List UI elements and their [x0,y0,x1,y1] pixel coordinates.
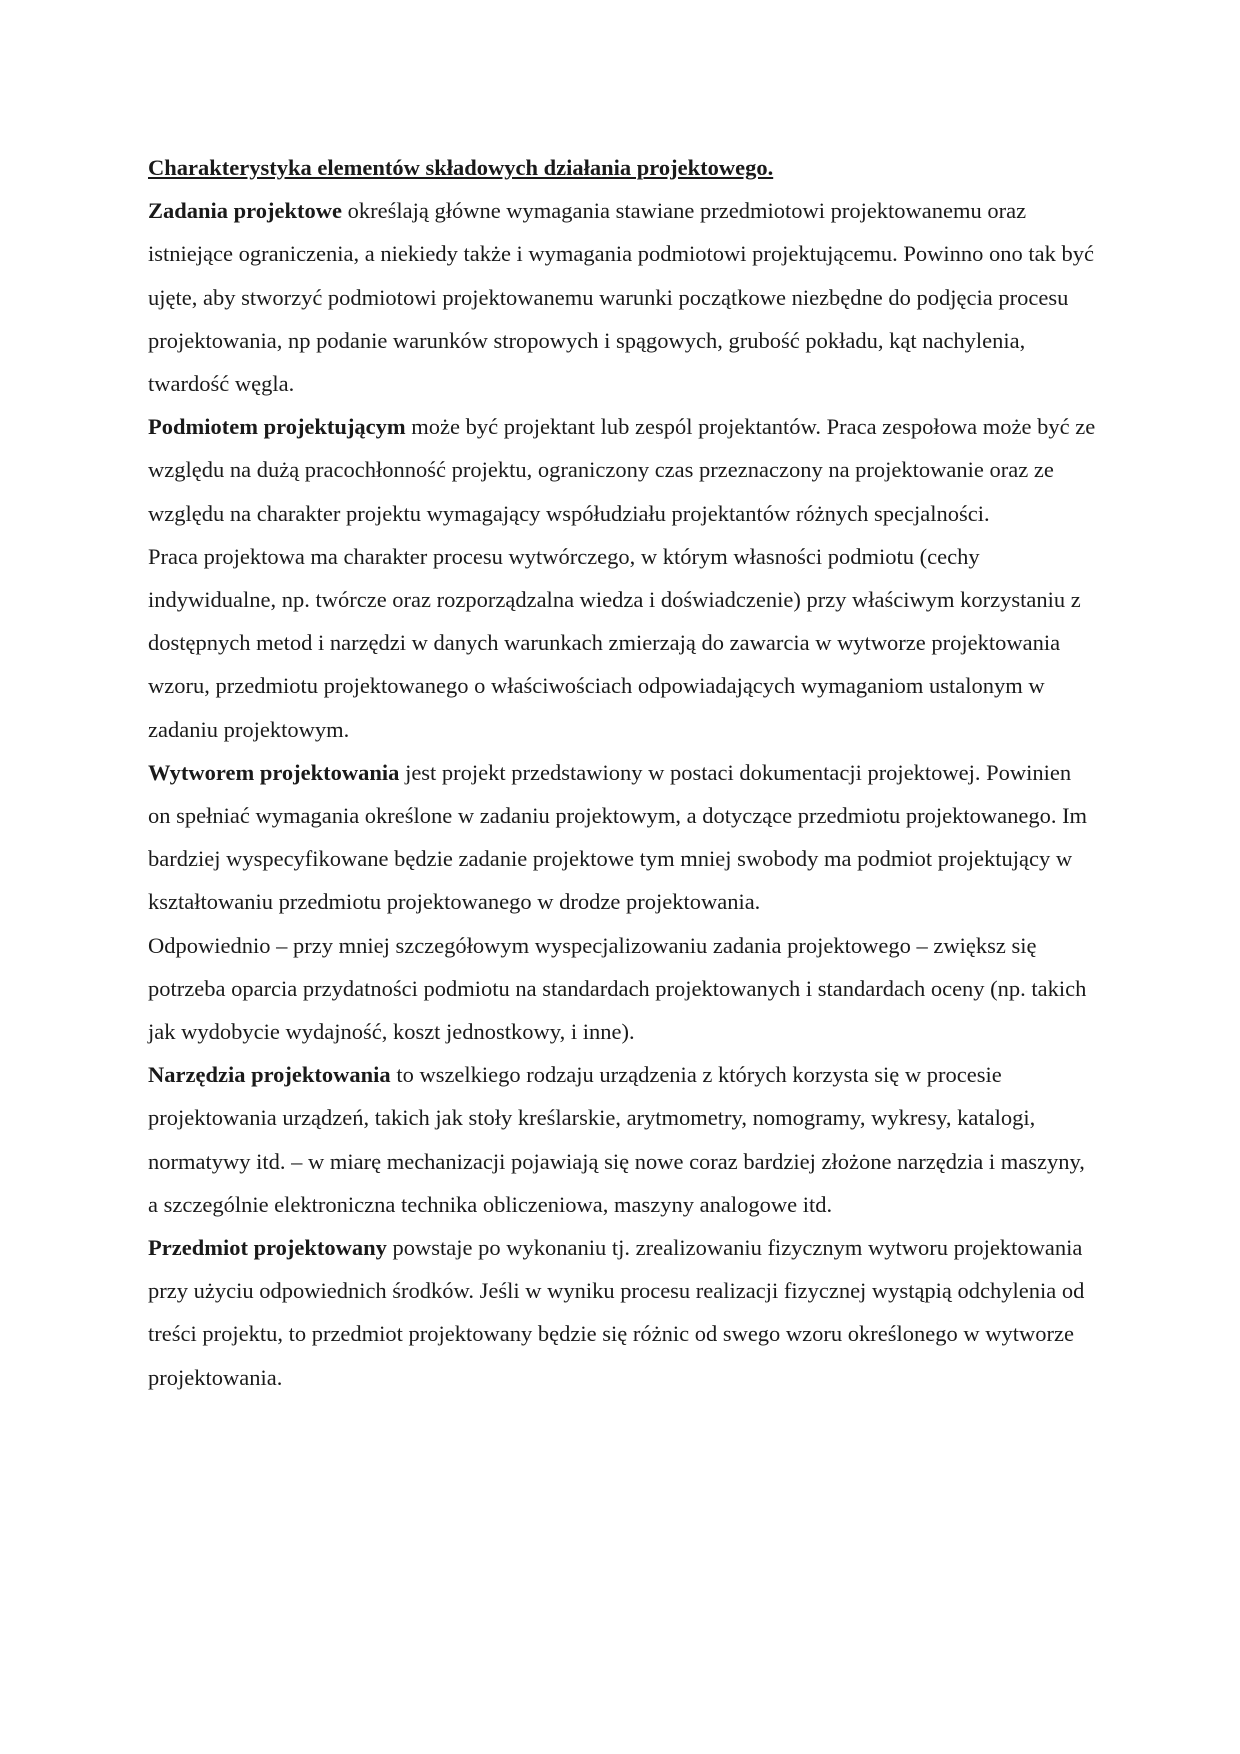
paragraph-zadania-projektowe [148,189,1096,405]
paragraph-praca-projektowa [148,535,1096,751]
paragraph-odpowiednio [148,924,1096,1054]
paragraph-text: Odpowiednio – przy mniej szczegółowym wyspecjalizowaniu zadania projektowego – zwiększ się potrzeba oparcia przydatności podmiotu na standardach projektowanych i standardach oceny (np. takich jak wydobycie wydajność, koszt jednostkowy, i inne). [148,932,1087,1045]
paragraph-text: to wszelkiego rodzaju urządzenia z których korzysta się w procesie projektowania urządzeń, takich jak stoły kreślarskie, arytmometry, nomogramy, wykresy, katalogi, normatywy itd. – w miarę mechanizacji pojawiają się nowe coraz bardziej złożone narzędzia i maszyny, a szczególnie elektroniczna technika obliczeniowa, maszyny analogowe itd. [148,1062,1085,1217]
paragraph-text: jest projekt przedstawiony w postaci dokumentacji projektowej. Powinien on spełniać wymagania określone w zadaniu projektowym, a dotyczące przedmiotu projektowanego. Im bardziej wyspecyfikowane będzie zadanie projektowe tym mniej swobody ma podmiot projektujący w kształtowaniu przedmiotu projektowanego w drodze projektowania. [148,759,1088,915]
paragraph-text: może być projektant lub zespól projektantów. Praca zespołowa może być ze względu na dużą pracochłonność projektu, ograniczony czas przeznaczony na projektowanie oraz ze względu na charakter projektu wymagający współudziału projektantów różnych specjalności. [148,414,1096,526]
term-wytworem-projektowania: Wytworem projektowania [148,759,400,785]
term-przedmiot-projektowany: Przedmiot projektowany [148,1235,387,1261]
term-narzedzia-projektowania: Narzędzia projektowania [148,1062,391,1088]
paragraph-text: Praca projektowa ma charakter procesu wytwórczego, w którym własności podmiotu (cechy indywidualne, np. twórcze oraz rozporządzalna wiedza i doświadczenie) przy właściwym korzystaniu z dostępnych metod i narzędzi w danych warunkach zmierzają do zawarcia w wytworze projektowania wzoru, przedmiotu projektowanego o właściwościach odpowiadających wymaganiom ustalonym w zadaniu projektowym. [148,543,1081,742]
paragraph-narzedzia-projektowania [148,1053,1096,1226]
term-podmiotem-projektujacym: Podmiotem projektującym [148,414,406,440]
document-page [148,146,1096,1399]
paragraph-text: określają główne wymagania stawiane przedmiotowi projektowanemu oraz istniejące ograniczenia, a niekiedy także i wymagania podmiotowi projektującemu. Powinno ono tak być ujęte, aby stworzyć podmiotowi projektowanemu warunki początkowe niezbędne do podjęcia procesu projektowania, np podanie warunków stropowych i spągowych, grubość pokładu, kąt nachylenia, twardość węgla. [148,198,1094,397]
paragraph-przedmiot-projektowany [148,1226,1096,1399]
term-zadania-projektowe: Zadania projektowe [148,198,342,224]
paragraph-wytwor-projektowania [148,751,1096,924]
paragraph-text: powstaje po wykonaniu tj. zrealizowaniu fizycznym wytworu projektowania przy użyciu odpowiednich środków. Jeśli w wyniku procesu realizacji fizycznej wystąpią odchylenia od treści projektu, to przedmiot projektowany będzie się różnic od swego wzoru określonego w wytworze projektowania. [148,1235,1085,1390]
paragraph-podmiot-projektujacy [148,405,1096,535]
document-title: Charakterystyka elementów składowych działania projektowego. [148,155,774,180]
